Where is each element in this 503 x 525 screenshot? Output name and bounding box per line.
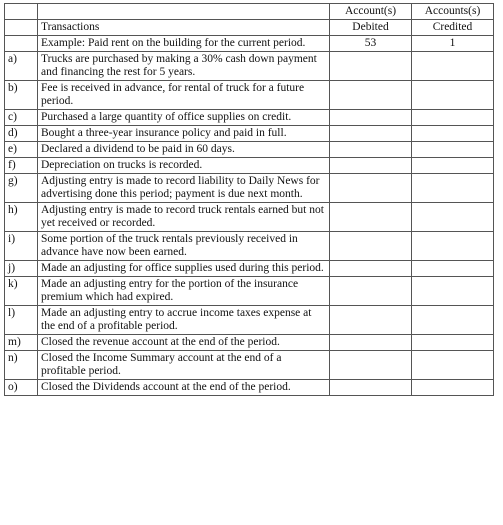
row-letter: e) (5, 142, 38, 158)
row-description: Adjusting entry is made to record liability to Daily News for advertising done this period; payment is due next month. (38, 174, 330, 203)
example-row (5, 36, 494, 52)
header-blank-cell (38, 4, 330, 20)
header-credited: Credited (412, 20, 494, 36)
account-debited-cell[interactable] (330, 142, 412, 158)
row-description: Closed the Income Summary account at the end of a profitable period. (38, 351, 330, 380)
account-debited-cell[interactable] (330, 126, 412, 142)
account-credited-cell[interactable] (412, 81, 494, 110)
row-description: Purchased a large quantity of office supplies on credit. (38, 110, 330, 126)
table-row (5, 52, 494, 81)
example-debited: 53 (330, 36, 412, 52)
row-description: Some portion of the truck rentals previously received in advance have now been earned. (38, 232, 330, 261)
row-letter: d) (5, 126, 38, 142)
table-row (5, 174, 494, 203)
table-row (5, 306, 494, 335)
header-debited-top: Account(s) (330, 4, 412, 20)
row-description: Made an adjusting entry to accrue income taxes expense at the end of a profitable period. (38, 306, 330, 335)
table-row (5, 110, 494, 126)
row-letter: o) (5, 380, 38, 396)
example-credited: 1 (412, 36, 494, 52)
account-credited-cell[interactable] (412, 203, 494, 232)
table-row (5, 203, 494, 232)
row-description: Trucks are purchased by making a 30% cash down payment and financing the rest for 5 years. (38, 52, 330, 81)
table-row (5, 126, 494, 142)
account-debited-cell[interactable] (330, 261, 412, 277)
account-credited-cell[interactable] (412, 52, 494, 81)
row-letter: b) (5, 81, 38, 110)
header-blank-cell (5, 20, 38, 36)
account-debited-cell[interactable] (330, 110, 412, 126)
account-credited-cell[interactable] (412, 232, 494, 261)
row-description: Made an adjusting for office supplies used during this period. (38, 261, 330, 277)
account-credited-cell[interactable] (412, 110, 494, 126)
row-description: Fee is received in advance, for rental of truck for a future period. (38, 81, 330, 110)
table-row (5, 232, 494, 261)
row-letter: g) (5, 174, 38, 203)
row-description: Depreciation on trucks is recorded. (38, 158, 330, 174)
account-debited-cell[interactable] (330, 335, 412, 351)
row-letter: m) (5, 335, 38, 351)
account-credited-cell[interactable] (412, 306, 494, 335)
row-description: Made an adjusting entry for the portion of the insurance premium which had expired. (38, 277, 330, 306)
account-credited-cell[interactable] (412, 351, 494, 380)
row-letter: l) (5, 306, 38, 335)
row-description: Adjusting entry is made to record truck rentals earned but not yet received or recorded. (38, 203, 330, 232)
account-debited-cell[interactable] (330, 380, 412, 396)
account-credited-cell[interactable] (412, 126, 494, 142)
row-description: Declared a dividend to be paid in 60 days. (38, 142, 330, 158)
row-letter: h) (5, 203, 38, 232)
table-row (5, 351, 494, 380)
row-description: Closed the revenue account at the end of the period. (38, 335, 330, 351)
account-credited-cell[interactable] (412, 335, 494, 351)
example-letter-cell (5, 36, 38, 52)
row-letter: a) (5, 52, 38, 81)
row-letter: f) (5, 158, 38, 174)
table-row (5, 81, 494, 110)
account-debited-cell[interactable] (330, 277, 412, 306)
header-row-2 (5, 20, 494, 36)
row-letter: i) (5, 232, 38, 261)
row-letter: k) (5, 277, 38, 306)
header-credited-top: Accounts(s) (412, 4, 494, 20)
account-debited-cell[interactable] (330, 81, 412, 110)
account-debited-cell[interactable] (330, 351, 412, 380)
row-description: Bought a three-year insurance policy and paid in full. (38, 126, 330, 142)
account-debited-cell[interactable] (330, 306, 412, 335)
account-debited-cell[interactable] (330, 203, 412, 232)
account-credited-cell[interactable] (412, 261, 494, 277)
header-blank-cell (5, 4, 38, 20)
account-credited-cell[interactable] (412, 380, 494, 396)
row-description: Closed the Dividends account at the end of the period. (38, 380, 330, 396)
account-debited-cell[interactable] (330, 52, 412, 81)
row-letter: n) (5, 351, 38, 380)
table-row (5, 380, 494, 396)
account-credited-cell[interactable] (412, 174, 494, 203)
header-row-1 (5, 4, 494, 20)
table-row (5, 277, 494, 306)
table-row (5, 158, 494, 174)
account-credited-cell[interactable] (412, 142, 494, 158)
table-row (5, 335, 494, 351)
account-credited-cell[interactable] (412, 277, 494, 306)
header-transactions: Transactions (38, 20, 330, 36)
row-letter: c) (5, 110, 38, 126)
row-letter: j) (5, 261, 38, 277)
table-row (5, 261, 494, 277)
account-debited-cell[interactable] (330, 158, 412, 174)
account-debited-cell[interactable] (330, 174, 412, 203)
table-row (5, 142, 494, 158)
account-credited-cell[interactable] (412, 158, 494, 174)
account-debited-cell[interactable] (330, 232, 412, 261)
example-description: Example: Paid rent on the building for the current period. (38, 36, 330, 52)
header-debited: Debited (330, 20, 412, 36)
transactions-table (4, 3, 494, 396)
